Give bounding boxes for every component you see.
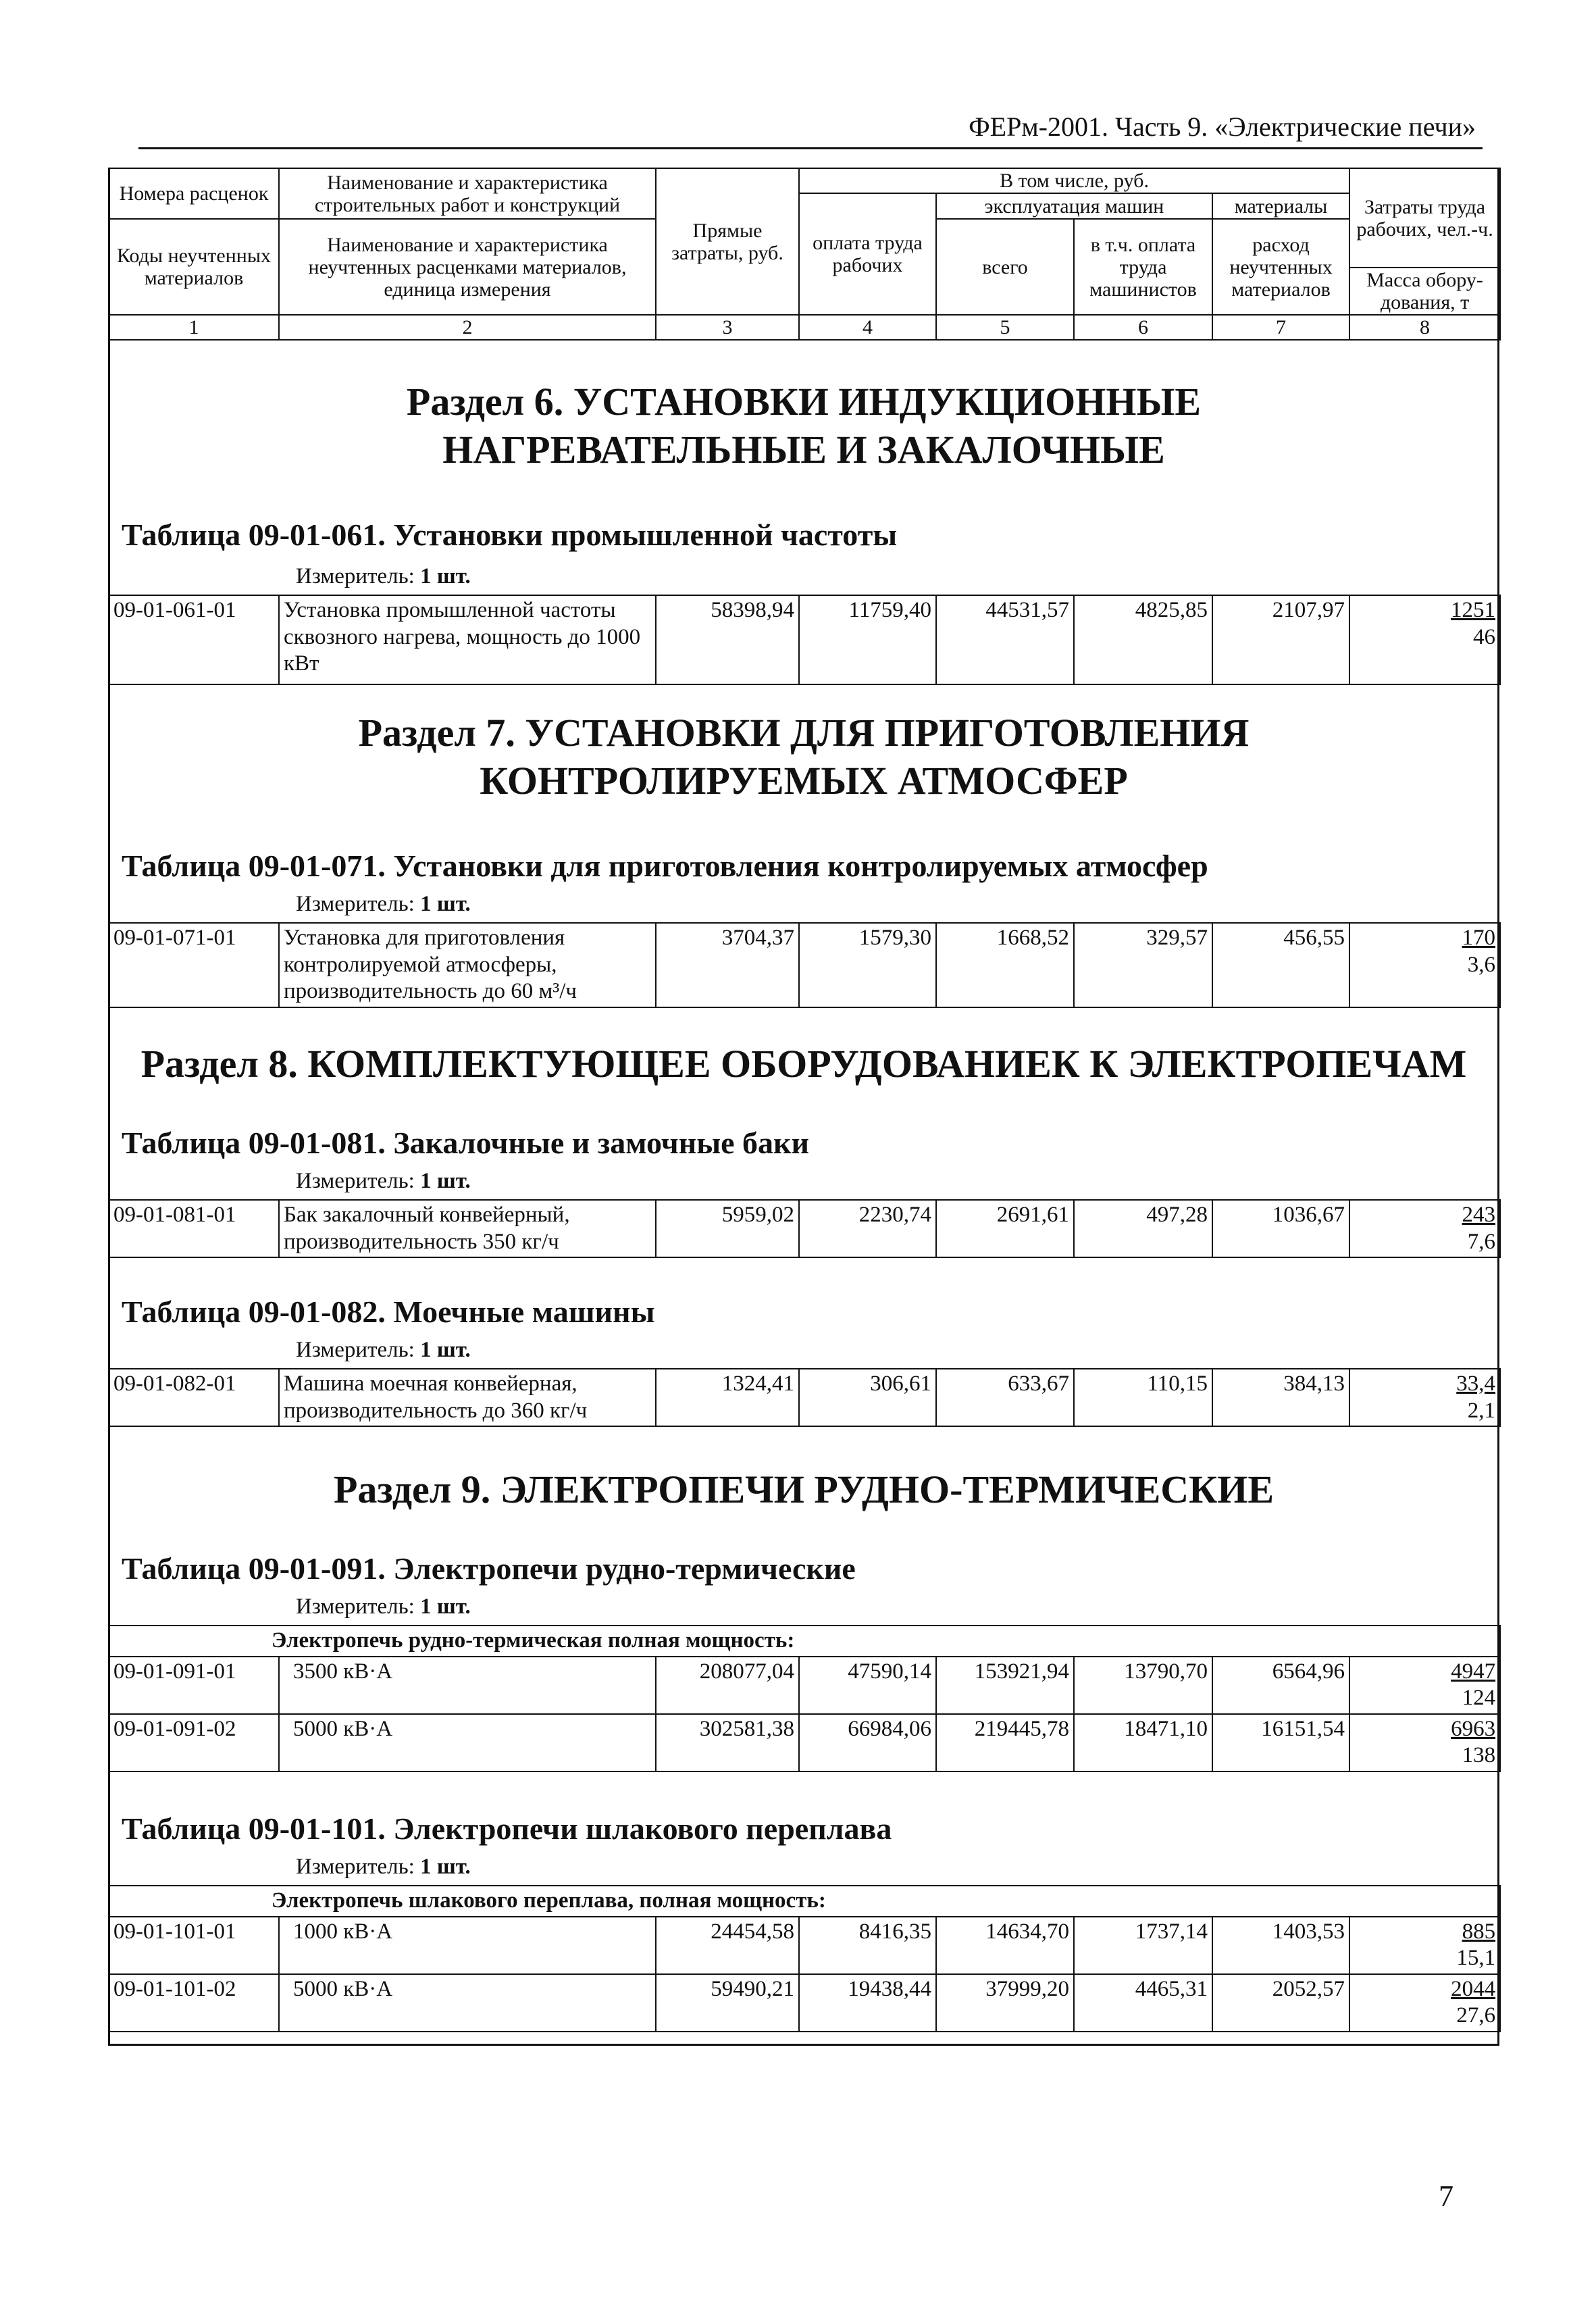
mass-value: 46 (1473, 624, 1495, 649)
col-number: 3 (656, 315, 799, 340)
machine-cost: 1668,52 (936, 923, 1074, 1007)
machine-cost: 44531,57 (936, 595, 1074, 684)
rates-table (108, 1199, 1501, 1258)
labor-value: 243 (1462, 1203, 1495, 1227)
worker-pay: 66984,06 (799, 1714, 936, 1771)
machine-cost: 14634,70 (936, 1917, 1074, 1974)
col-number: 1 (109, 315, 279, 340)
mass-value: 124 (1462, 1686, 1496, 1711)
col-machines-header: эксплуатация машин (936, 193, 1212, 219)
worker-pay: 47590,14 (799, 1657, 936, 1714)
col-machinists-header: в т.ч. оплата труда машинистов (1074, 219, 1212, 315)
rates-table (108, 1885, 1501, 2032)
materials-cost: 16151,54 (1212, 1714, 1349, 1771)
rates-table (108, 922, 1501, 1008)
materials-cost: 2107,97 (1212, 595, 1349, 684)
machine-cost: 633,67 (936, 1369, 1074, 1426)
rate-name: 5000 кВ·А (279, 1974, 656, 2032)
direct-cost: 302581,38 (656, 1714, 799, 1771)
table-caption-row (109, 1886, 1500, 1917)
machine-cost: 37999,20 (936, 1974, 1074, 2032)
running-header-title: ФЕРм-2001. Часть 9. «Электрические печи» (969, 111, 1476, 142)
labor-value: 4947 (1451, 1659, 1496, 1684)
table-row (109, 1369, 1500, 1426)
machinist-pay: 18471,10 (1074, 1714, 1212, 1771)
machinist-pay: 329,57 (1074, 923, 1212, 1007)
mass-value: 7,6 (1467, 1229, 1495, 1254)
labor-and-mass (1349, 1657, 1500, 1714)
unit-of-measure: Измеритель: 1 шт. (296, 1169, 471, 1193)
unit-of-measure: Измеритель: 1 шт. (296, 1338, 471, 1362)
rate-name: 1000 кВ·А (279, 1917, 656, 1974)
labor-value: 1251 (1451, 598, 1495, 622)
col-name-header: Наименование и характеристика строительных работ и конструкций (279, 168, 656, 219)
materials-cost: 456,55 (1212, 923, 1349, 1007)
table-row (109, 923, 1500, 1007)
rates-table (108, 1625, 1501, 1772)
worker-pay: 306,61 (799, 1369, 936, 1426)
machinist-pay: 4825,85 (1074, 595, 1212, 684)
labor-and-mass (1349, 1200, 1500, 1257)
mass-value: 15,1 (1456, 1946, 1496, 1971)
machinist-pay: 1737,14 (1074, 1917, 1212, 1974)
labor-value: 885 (1462, 1919, 1496, 1944)
direct-cost: 58398,94 (656, 595, 799, 684)
rate-name: Установка для приготовления контролируемой атмосферы, производительность до 60 м³/ч (279, 923, 656, 1007)
rate-name: 3500 кВ·А (279, 1657, 656, 1714)
direct-cost: 24454,58 (656, 1917, 799, 1974)
rate-code: 09-01-071-01 (109, 923, 279, 1007)
table-title: Таблица 09-01-091. Электропечи рудно-термические (122, 1551, 856, 1586)
rate-code: 09-01-091-01 (109, 1657, 279, 1714)
mass-value: 27,6 (1456, 2003, 1496, 2028)
section-title: Раздел 9. ЭЛЕКТРОПЕЧИ РУДНО-ТЕРМИЧЕСКИЕ (334, 1467, 1274, 1511)
labor-and-mass (1349, 1369, 1500, 1426)
col-number: 5 (936, 315, 1074, 340)
labor-value: 170 (1462, 926, 1495, 950)
col-labor-header: Затраты труда рабочих, чел.-ч. (1349, 168, 1500, 268)
table-title: Таблица 09-01-081. Закалочные и замочные баки (122, 1126, 810, 1160)
col-direct-header: Прямые затраты, руб. (656, 168, 799, 315)
rate-code: 09-01-101-02 (109, 1974, 279, 2032)
rate-name: Установка промышленной частоты сквозного нагрева, мощность до 1000 кВт (279, 595, 656, 684)
materials-cost: 1403,53 (1212, 1917, 1349, 1974)
mass-value: 3,6 (1467, 952, 1495, 977)
machine-cost: 219445,78 (936, 1714, 1074, 1771)
col-number: 2 (279, 315, 656, 340)
machinist-pay: 497,28 (1074, 1200, 1212, 1257)
machinist-pay: 13790,70 (1074, 1657, 1212, 1714)
section-title: Раздел 6. УСТАНОВКИ ИНДУКЦИОННЫЕ НАГРЕВАТЕЛЬНЫЕ И ЗАКАЛОЧНЫЕ (406, 380, 1202, 472)
worker-pay: 1579,30 (799, 923, 936, 1007)
section-title: Раздел 8. КОМПЛЕКТУЮЩЕЕ ОБОРУДОВАНИЕК К ЭЛЕКТРОПЕЧАМ (140, 1042, 1467, 1086)
worker-pay: 8416,35 (799, 1917, 936, 1974)
rates-table (108, 1368, 1501, 1427)
table-title: Таблица 09-01-101. Электропечи шлакового переплава (122, 1811, 892, 1846)
machine-cost: 153921,94 (936, 1657, 1074, 1714)
rate-code: 09-01-091-02 (109, 1714, 279, 1771)
table-row (109, 1657, 1500, 1714)
table-row (109, 1917, 1500, 1974)
direct-cost: 59490,21 (656, 1974, 799, 2032)
worker-pay: 11759,40 (799, 595, 936, 684)
rate-name: Бак закалочный конвейерный, производительность 350 кг/ч (279, 1200, 656, 1257)
col-materials-header: материалы (1212, 193, 1349, 219)
labor-and-mass (1349, 1917, 1500, 1974)
table-caption: Электропечь шлакового переплава, полная мощность: (109, 1886, 1500, 1917)
unit-of-measure: Измеритель: 1 шт. (296, 1594, 471, 1619)
direct-cost: 5959,02 (656, 1200, 799, 1257)
labor-value: 33,4 (1456, 1372, 1495, 1396)
worker-pay: 19438,44 (799, 1974, 936, 2032)
page-number: 7 (1439, 2180, 1453, 2213)
labor-value: 2044 (1451, 1976, 1496, 2001)
materials-cost: 384,13 (1212, 1369, 1349, 1426)
unit-of-measure: Измеритель: 1 шт. (296, 564, 471, 588)
col-pay-header: оплата труда рабочих (799, 193, 936, 315)
labor-and-mass (1349, 1974, 1500, 2032)
col-code-header: Номера расценок (109, 168, 279, 219)
machinist-pay: 4465,31 (1074, 1974, 1212, 2032)
machine-cost: 2691,61 (936, 1200, 1074, 1257)
col-number: 7 (1212, 315, 1349, 340)
table-title: Таблица 09-01-071. Установки для приготовления контролируемых атмосфер (122, 849, 1208, 883)
unit-of-measure: Измеритель: 1 шт. (296, 892, 471, 916)
table-title: Таблица 09-01-061. Установки промышленной частоты (122, 518, 898, 552)
labor-and-mass (1349, 595, 1500, 684)
rate-name: 5000 кВ·А (279, 1714, 656, 1771)
table-row (109, 1200, 1500, 1257)
rate-code: 09-01-082-01 (109, 1369, 279, 1426)
col-total-header: всего (936, 219, 1074, 315)
direct-cost: 208077,04 (656, 1657, 799, 1714)
labor-value: 6963 (1451, 1716, 1496, 1741)
table-caption: Электропечь рудно-термическая полная мощность: (109, 1626, 1500, 1657)
table-caption-row (109, 1626, 1500, 1657)
rate-code: 09-01-081-01 (109, 1200, 279, 1257)
direct-cost: 3704,37 (656, 923, 799, 1007)
table-row (109, 1974, 1500, 2032)
running-header (138, 107, 1483, 149)
col-mass-header: Масса обору-дования, т (1349, 268, 1500, 315)
section-title: Раздел 7. УСТАНОВКИ ДЛЯ ПРИГОТОВЛЕНИЯ КОНТРОЛИРУЕМЫХ АТМОСФЕР (358, 711, 1250, 803)
column-header-table (108, 168, 1501, 341)
worker-pay: 2230,74 (799, 1200, 936, 1257)
col-mat-sub-header: расход неучтенных материалов (1212, 219, 1349, 315)
materials-cost: 1036,67 (1212, 1200, 1349, 1257)
col-incl-header: В том числе, руб. (799, 168, 1349, 193)
rate-name: Машина моечная конвейерная, производительность до 360 кг/ч (279, 1369, 656, 1426)
col-number: 8 (1349, 315, 1500, 340)
col-code-sub-header: Коды неучтенных материалов (109, 219, 279, 315)
rates-table (108, 595, 1501, 685)
mass-value: 138 (1462, 1743, 1496, 1768)
direct-cost: 1324,41 (656, 1369, 799, 1426)
table-row (109, 1714, 1500, 1771)
materials-cost: 2052,57 (1212, 1974, 1349, 2032)
table-title: Таблица 09-01-082. Моечные машины (122, 1294, 655, 1329)
materials-cost: 6564,96 (1212, 1657, 1349, 1714)
unit-of-measure: Измеритель: 1 шт. (296, 1855, 471, 1879)
col-number: 4 (799, 315, 936, 340)
col-name-sub-header: Наименование и характеристика неучтенных расценками материалов, единица измерения (279, 219, 656, 315)
table-row (109, 595, 1500, 684)
col-number: 6 (1074, 315, 1212, 340)
rate-code: 09-01-061-01 (109, 595, 279, 684)
machinist-pay: 110,15 (1074, 1369, 1212, 1426)
labor-and-mass (1349, 1714, 1500, 1771)
mass-value: 2,1 (1467, 1398, 1495, 1423)
labor-and-mass (1349, 923, 1500, 1007)
rate-code: 09-01-101-01 (109, 1917, 279, 1974)
